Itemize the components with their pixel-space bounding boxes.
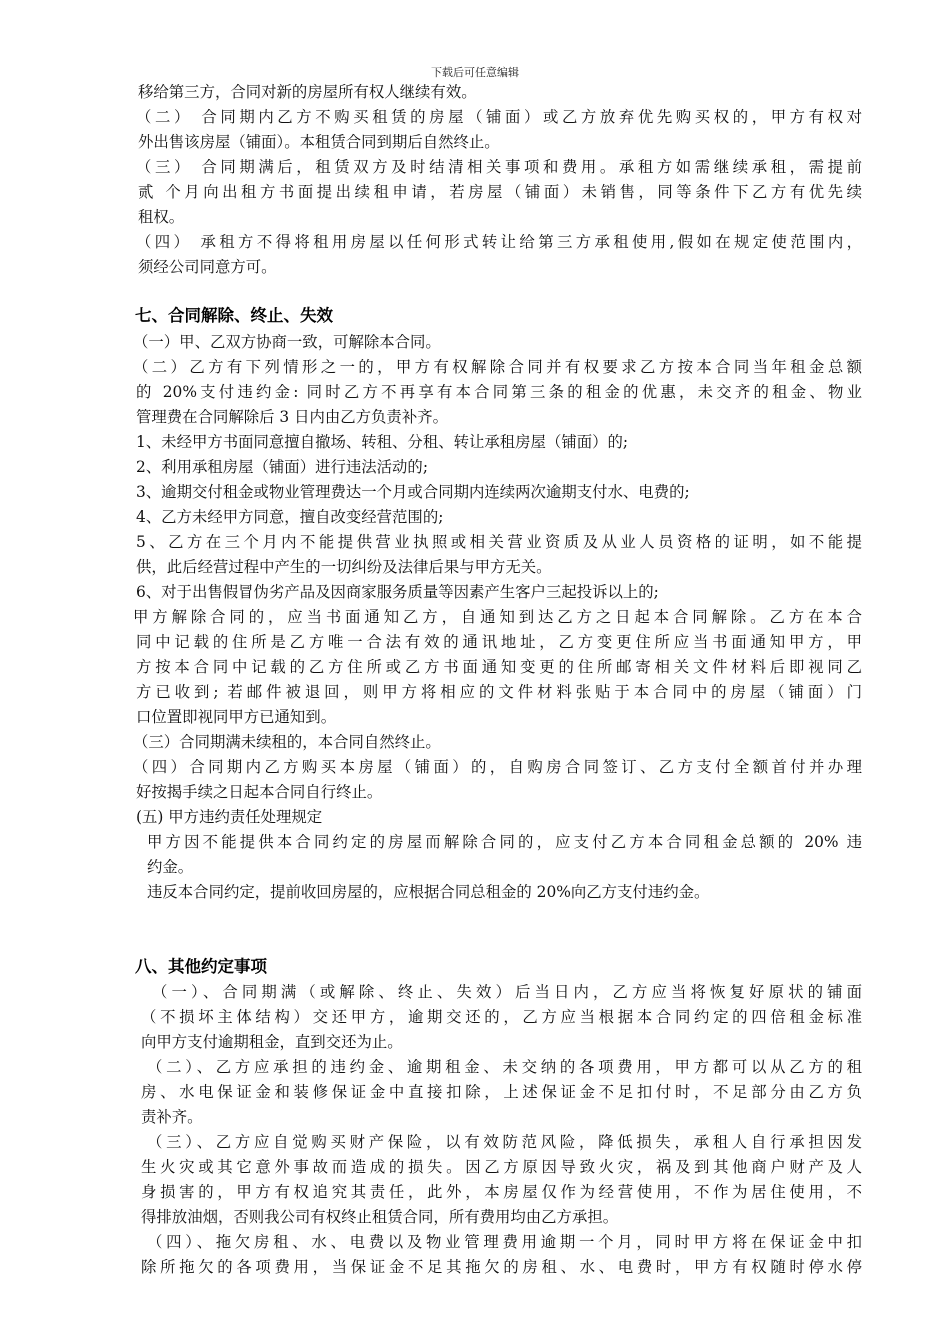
text-line: 移给第三方，合同对新的房屋所有权人继续有效。: [138, 83, 477, 101]
text-line: 外出售该房屋（铺面）。本租赁合同到期后自然终止。: [138, 133, 500, 151]
text-line: 好按揭手续之日起本合同自行终止。: [136, 783, 383, 801]
text-line: 的 20%支付违约金: 同时乙方不再享有本合同第三条的租金的优惠，未交齐的租金、物业: [136, 383, 862, 401]
text-line: 责补齐。: [141, 1108, 203, 1126]
page-header-note: 下载后可任意编辑: [431, 66, 519, 79]
text-line: 4、乙方未经甲方同意，擅自改变经营范围的;: [136, 508, 444, 526]
text-line: （三）合同期满未续租的，本合同自然终止。: [133, 733, 441, 751]
text-line: （四） 承租方不得将租用房屋以任何形式转让给第三方承租使用,假如在规定使范围内，: [136, 233, 862, 251]
text-line: 口位置即视同甲方已通知到。: [136, 708, 337, 726]
section-heading: 八、其他约定事项: [135, 957, 267, 976]
text-line: （四）合同期内乙方购买本房屋（铺面）的，自购房合同签订、乙方支付全额首付并办理: [133, 758, 862, 776]
text-line: （四）、拖欠房租、水、电费以及物业管理费用逾期一个月，同时甲方将在保证金中扣: [147, 1233, 862, 1251]
section-heading: 七、合同解除、终止、失效: [135, 306, 333, 325]
text-line: （二）、乙方应承担的违约金、逾期租金、未交纳的各项费用，甲方都可以从乙方的租: [147, 1058, 862, 1076]
text-line: 身损害的，甲方有权追究其责任，此外，本房屋仅作为经营使用，不作为居住使用，不: [141, 1183, 862, 1201]
text-line: 违反本合同约定，提前收回房屋的，应根据合同总租金的 20%向乙方支付违约金。: [147, 883, 710, 901]
text-line: 约金。: [147, 858, 194, 876]
text-line: 甲方因不能提供本合同约定的房屋而解除合同的，应支付乙方本合同租金总额的 20% 违: [147, 833, 862, 851]
text-line: （一）、合同期满（或解除、终止、失效）后当日内，乙方应当将恢复好原状的铺面: [152, 983, 862, 1001]
text-line: 房、水电保证金和装修保证金中直接扣除，上述保证金不足扣付时，不足部分由乙方负: [141, 1083, 862, 1101]
text-line: 方按本合同中记载的乙方住所或乙方书面通知变更的住所邮寄相关文件材料后即视同乙: [136, 658, 862, 676]
text-line: 得排放油烟，否则我公司有权终止租赁合同，所有费用均由乙方承担。: [141, 1208, 619, 1226]
text-line: （三） 合同期满后，租赁双方及时结清相关事项和费用。承租方如需继续承租，需提前: [136, 158, 862, 176]
text-line: （不损坏主体结构）交还甲方，逾期交还的，乙方应当根据本合同约定的四倍租金标准: [141, 1008, 862, 1026]
text-line: 2、利用承租房屋（铺面）进行违法活动的;: [136, 458, 429, 476]
text-line: 除所拖欠的各项费用，当保证金不足其拖欠的房租、水、电费时，甲方有权随时停水停: [141, 1258, 862, 1276]
text-line: 甲方解除合同的，应当书面通知乙方，自通知到达乙方之日起本合同解除。乙方在本合: [133, 608, 862, 626]
text-line: (五) 甲方违约责任处理规定: [136, 808, 323, 826]
text-line: 5、乙方在三个月内不能提供营业执照或相关营业资质及从业人员资格的证明，如不能提: [136, 533, 862, 551]
text-line: 向甲方支付逾期租金，直到交还为止。: [141, 1033, 403, 1051]
text-line: （二） 合同期内乙方不购买租赁的房屋（铺面）或乙方放弃优先购买权的，甲方有权对: [136, 108, 862, 126]
text-line: 管理费在合同解除后 3 日内由乙方负责补齐。: [136, 408, 448, 426]
text-line: 须经公司同意方可。: [138, 258, 277, 276]
text-line: （三）、乙方应自觉购买财产保险，以有效防范风险，降低损失，承租人自行承担因发: [147, 1133, 862, 1151]
text-line: 1、未经甲方书面同意擅自撤场、转租、分租、转让承租房屋（铺面）的;: [136, 433, 629, 451]
text-line: （一）甲、乙双方协商一致，可解除本合同。: [133, 333, 441, 351]
text-line: 方已收到; 若邮件被退回，则甲方将相应的文件材料张贴于本合同中的房屋（铺面）门: [136, 683, 862, 701]
text-line: 供，此后经营过程中产生的一切纠纷及法律后果与甲方无关。: [136, 558, 552, 576]
text-line: 同中记载的住所是乙方唯一合法有效的通讯地址，乙方变更住所应当书面通知甲方，甲: [136, 633, 862, 651]
text-line: （二）乙方有下列情形之一的，甲方有权解除合同并有权要求乙方按本合同当年租金总额: [133, 358, 862, 376]
text-line: 贰 个月向出租方书面提出续租申请，若房屋（铺面）未销售，同等条件下乙方有优先续: [138, 183, 862, 201]
text-line: 6、对于出售假冒伪劣产品及因商家服务质量等因素产生客户三起投诉以上的;: [136, 583, 659, 601]
text-line: 3、逾期交付租金或物业管理费达一个月或合同期内连续两次逾期支付水、电费的;: [136, 483, 690, 501]
text-line: 生火灾或其它意外事故而造成的损失。因乙方原因导致火灾，祸及到其他商户财产及人: [141, 1158, 862, 1176]
text-line: 租权。: [138, 208, 185, 226]
